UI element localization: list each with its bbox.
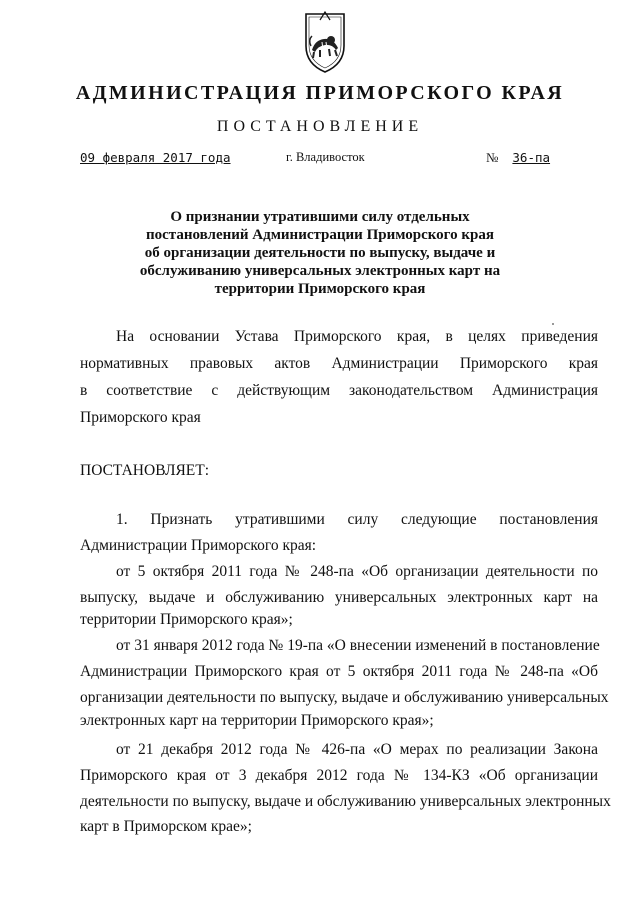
item-line: 1. Признать утратившими силу следующие постановления: [116, 511, 598, 528]
coat-of-arms-icon: [300, 6, 350, 76]
preamble-line: На основании Устава Приморского края, в целях приведения: [116, 328, 598, 345]
title-line: постановлений Администрации Приморского края: [146, 227, 494, 243]
document-number: [486, 150, 566, 166]
scan-speck: [552, 323, 554, 325]
preamble-line: нормативных правовых актов Администрации Приморского края: [80, 355, 598, 372]
reference-line: выпуску, выдаче и обслуживанию универсальных электронных карт на: [80, 589, 598, 606]
reference-line: от 5 октября 2011 года № 248-па «Об организации деятельности по: [116, 563, 598, 580]
reference-line: Приморского края от 3 декабря 2012 года № 134-КЗ «Об организации: [80, 767, 598, 784]
title-line: обслуживанию универсальных электронных карт на: [139, 263, 501, 279]
reference-line: Администрации Приморского края от 5 октября 2011 года № 248-па «Об: [80, 663, 598, 680]
document-title: [120, 208, 520, 298]
decree-word: ПОСТАНОВЛЯЕТ:: [80, 462, 210, 479]
number-value: 36-па: [512, 150, 551, 165]
reference-line: карт в Приморском крае»;: [80, 818, 252, 835]
document-type: ПОСТАНОВЛЕНИЕ: [216, 118, 424, 135]
title-line: О признании утратившими силу отдельных: [170, 209, 470, 225]
preamble-line: Приморского края: [80, 409, 201, 426]
title-line: территории Приморского края: [214, 281, 426, 297]
reference-line: от 31 января 2012 года № 19-па «О внесении изменений в постановление: [116, 637, 600, 654]
reference-line: электронных карт на территории Приморского края»;: [80, 712, 434, 729]
preamble-line: в соответствие с действующим законодательством Администрация: [80, 382, 598, 399]
reference-line: организации деятельности по выпуску, выдаче и обслуживанию универсальных: [80, 689, 609, 706]
number-sign: №: [486, 150, 499, 165]
title-line: об организации деятельности по выпуску, выдаче и: [144, 245, 496, 261]
reference-line: от 21 декабря 2012 года № 426-па «О мерах по реализации Закона: [116, 741, 598, 758]
document-date: 09 февраля 2017 года: [80, 150, 231, 165]
reference-line: территории Приморского края»;: [80, 611, 293, 628]
reference-line: деятельности по выпуску, выдаче и обслуживанию универсальных электронных: [80, 793, 611, 810]
document-city: г. Владивосток: [286, 150, 365, 164]
item-line: Администрации Приморского края:: [80, 537, 317, 554]
organization-name: АДМИНИСТРАЦИЯ ПРИМОРСКОГО КРАЯ: [75, 82, 565, 104]
